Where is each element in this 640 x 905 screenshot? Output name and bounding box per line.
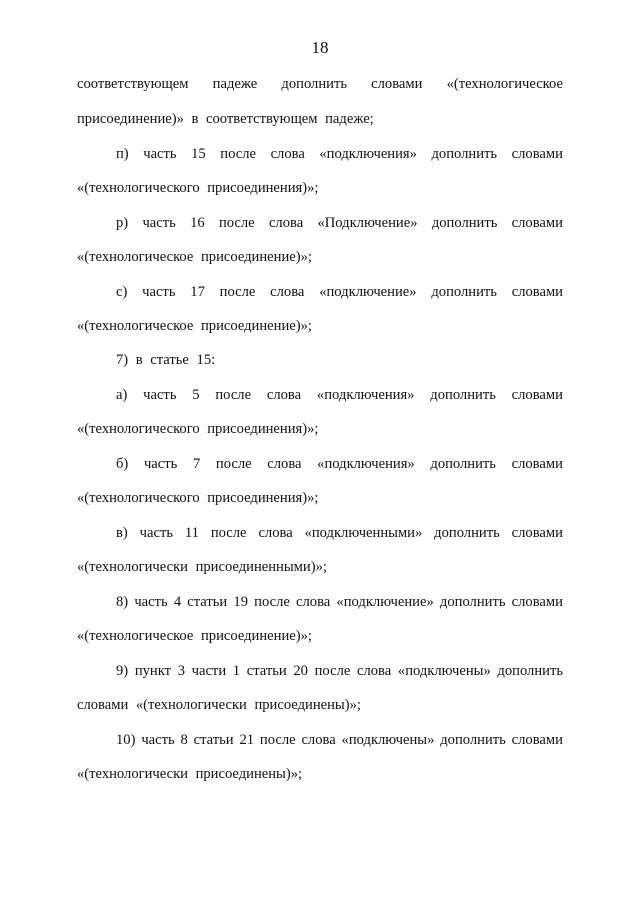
- word: 7: [192, 456, 201, 472]
- word: 20: [293, 663, 308, 679]
- word: часть: [142, 215, 176, 231]
- word: часть: [141, 732, 175, 748]
- word: часть: [143, 146, 177, 162]
- word: словами: [511, 456, 563, 472]
- word: статьи: [193, 732, 234, 748]
- word: р): [116, 215, 129, 231]
- word: а): [116, 387, 128, 403]
- word: после: [254, 594, 290, 610]
- word: «(технологического: [77, 180, 200, 196]
- word: присоединение)»;: [200, 318, 312, 334]
- word: дополнить: [430, 387, 496, 403]
- word: «(технологического: [77, 490, 200, 506]
- word: в: [135, 352, 143, 368]
- word: дополнить: [430, 456, 496, 472]
- word: «(технологическое: [77, 249, 194, 265]
- word: словами: [511, 732, 563, 748]
- word: соответствующем: [206, 111, 318, 127]
- word: 19: [233, 594, 248, 610]
- word: 9): [116, 663, 129, 679]
- text-line-15: [77, 559, 563, 576]
- word: дополнить: [431, 284, 497, 300]
- word: словами: [511, 284, 563, 300]
- word: после: [215, 456, 252, 472]
- word: 17: [190, 284, 205, 300]
- text-line-6: [77, 249, 563, 266]
- word: соответствующем: [77, 76, 189, 92]
- word: часть: [143, 456, 178, 472]
- word: 15: [191, 146, 206, 162]
- word: присоединение)»: [77, 111, 184, 127]
- word: 11: [184, 525, 199, 541]
- word: 15:: [196, 352, 216, 368]
- word: 10): [116, 732, 136, 748]
- word: слова: [357, 663, 392, 679]
- text-line-7: [116, 284, 563, 301]
- word: присоединения)»;: [207, 421, 319, 437]
- word: часть: [142, 284, 176, 300]
- word: дополнить: [439, 594, 506, 610]
- word: «(технологического: [77, 421, 200, 437]
- word: часть: [143, 387, 177, 403]
- word: 8): [116, 594, 129, 610]
- word: «Подключение»: [317, 215, 418, 231]
- word: присоединения)»;: [207, 180, 319, 196]
- word: слова: [270, 284, 305, 300]
- word: в: [191, 111, 199, 127]
- text-line-8: [77, 318, 563, 335]
- text-line-2: [77, 111, 563, 128]
- text-line-16: [116, 594, 563, 611]
- text-line-4: [77, 180, 563, 197]
- word: статьи: [246, 663, 287, 679]
- text-line-5: [116, 215, 563, 232]
- word: после: [259, 732, 296, 748]
- word: дополнить: [497, 663, 563, 679]
- text-line-21: [77, 766, 563, 783]
- word: присоединены)»;: [254, 697, 361, 713]
- text-line-12: [116, 456, 563, 473]
- word: дополнить: [431, 215, 498, 231]
- word: п): [116, 146, 129, 162]
- page-number: 18: [311, 38, 329, 57]
- word: 5: [192, 387, 200, 403]
- word: «подключение»: [319, 284, 417, 300]
- text-line-18: [116, 663, 563, 680]
- text-line-1: [77, 76, 563, 93]
- word: слова: [266, 387, 302, 403]
- word: «подключены»: [341, 732, 435, 748]
- word: часть: [139, 525, 173, 541]
- word: слова: [270, 146, 305, 162]
- word: присоединенными)»;: [195, 559, 327, 575]
- word: после: [210, 525, 247, 541]
- word: словами: [511, 146, 563, 162]
- text-line-20: [116, 732, 563, 749]
- word: присоединения)»;: [207, 490, 319, 506]
- word: «(технологически: [135, 697, 247, 713]
- word: 3: [177, 663, 185, 679]
- word: дополнить: [434, 525, 500, 541]
- word: «подключения»: [317, 456, 415, 472]
- text-line-11: [77, 421, 563, 438]
- word: статьи: [187, 594, 228, 610]
- word: 16: [190, 215, 205, 231]
- word: словами: [371, 76, 423, 92]
- word: части: [191, 663, 227, 679]
- word: «подключения»: [319, 146, 417, 162]
- word: присоединение)»;: [200, 249, 312, 265]
- word: 8: [180, 732, 188, 748]
- text-line-14: [116, 525, 563, 542]
- word: после: [220, 146, 256, 162]
- word: словами: [511, 525, 563, 541]
- word: в): [116, 525, 128, 541]
- word: с): [116, 284, 128, 300]
- text-line-19: [77, 697, 563, 714]
- word: «подключены»: [397, 663, 491, 679]
- word: б): [116, 456, 129, 472]
- word: словами: [511, 387, 563, 403]
- word: «подключенными»: [304, 525, 423, 541]
- word: слова: [267, 456, 302, 472]
- word: «(технологически: [77, 766, 188, 782]
- word: после: [218, 215, 255, 231]
- word: дополнить: [281, 76, 347, 92]
- word: после: [215, 387, 252, 403]
- word: «(технологическое: [77, 318, 194, 334]
- word: дополнить: [440, 732, 506, 748]
- word: словами: [511, 594, 563, 610]
- word: после: [314, 663, 351, 679]
- word: присоединены)»;: [195, 766, 303, 782]
- word: 1: [232, 663, 241, 679]
- word: словами: [511, 215, 563, 231]
- word: 21: [239, 732, 255, 748]
- word: пункт: [134, 663, 172, 679]
- word: падеже;: [325, 111, 374, 127]
- text-line-9: [116, 352, 563, 369]
- word: после: [219, 284, 256, 300]
- word: слова: [296, 594, 331, 610]
- text-line-13: [77, 490, 563, 507]
- word: слова: [268, 215, 304, 231]
- word: «(технологическое: [77, 628, 194, 644]
- text-line-10: [116, 387, 563, 404]
- word: «подключение»: [336, 594, 434, 610]
- word: статье: [150, 352, 189, 368]
- word: часть: [134, 594, 168, 610]
- word: 7): [116, 352, 129, 368]
- word: «(технологически: [77, 559, 188, 575]
- word: словами: [77, 697, 129, 713]
- text-line-17: [77, 628, 563, 645]
- text-line-3: [116, 146, 563, 163]
- word: падеже: [212, 76, 258, 92]
- word: присоединение)»;: [200, 628, 312, 644]
- word: «(технологическое: [446, 76, 563, 92]
- word: слова: [301, 732, 336, 748]
- word: 4: [173, 594, 182, 610]
- word: «подключения»: [316, 387, 415, 403]
- word: дополнить: [431, 146, 498, 162]
- word: слова: [258, 525, 293, 541]
